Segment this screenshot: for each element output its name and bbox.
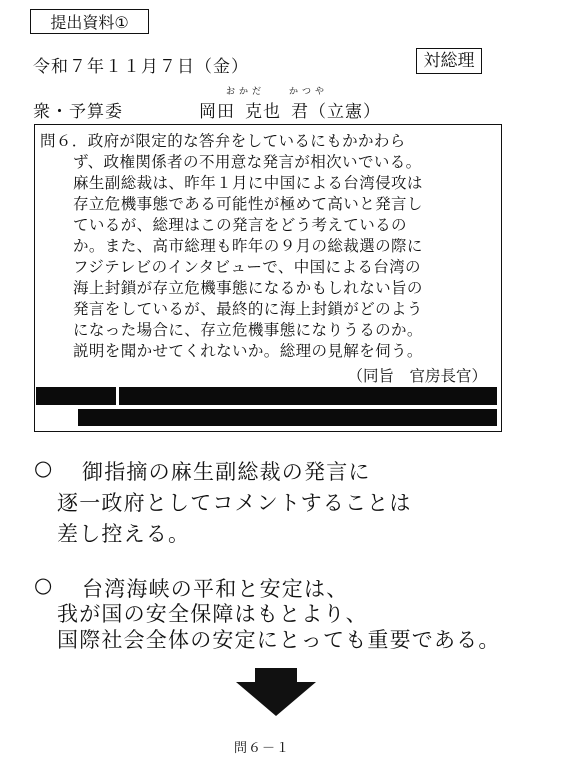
question-line: 説明を聞かせてくれないか。総理の見解を伺う。 [73,342,423,360]
answer-line: 逐一政府としてコメントすることは [57,491,412,515]
ruby-family-name: おかだ [226,87,266,97]
answer-bullet: ○ [34,573,53,597]
committee-name: 衆・予算委 [33,102,123,122]
question-line: ず、政権関係者の不用意な発言が相次いでいる。 [73,153,422,171]
member-family-name: 岡田 [199,102,235,122]
member-given-name: 克也 [245,102,281,122]
addressee-box: 対総理 [416,48,482,74]
question-signoff: （同旨 官房長官） [347,367,487,385]
question-line: 存立危機事態である可能性が極めて高いと発言し [73,195,423,213]
redaction-bar [78,409,497,426]
member-name [199,97,391,122]
answer-line: 台湾海峡の平和と安定は、 [82,577,349,601]
down-arrow-icon [236,668,316,716]
page-number: 問６－１ [234,741,291,756]
member-suffix: 君（立憲） [291,102,381,122]
redaction-bar [36,387,116,405]
question-line: フジテレビのインタビューで、中国による台湾の [73,258,421,276]
answer-bullet: ○ [34,456,53,480]
question-line: になった場合に、存立危機事態になりうるのか。 [73,321,423,339]
redaction-bar [119,387,497,405]
answer-line: 国際社会全体の安定にとっても重要である。 [57,628,501,652]
question-line: か。また、高市総理も昨年の９月の総裁選の際に [73,237,423,255]
question-line: 発言をしているが、最終的に海上封鎖がどのよう [73,300,423,318]
ruby-given-name: かつや [289,87,329,97]
answer-line: 我が国の安全保障はもとより、 [57,602,368,626]
question-line: 海上封鎖が存立危機事態になるかもしれない旨の [73,279,423,297]
date: 令和７年１１月７日（金） [33,57,249,77]
question-line: ているが、総理はこの発言をどう考えているの [73,216,407,234]
answer-line: 御指摘の麻生副総裁の発言に [82,460,371,484]
question-line: 問６．政府が限定的な答弁をしているにもかかわら [40,132,406,150]
question-line: 麻生副総裁は、昨年１月に中国による台湾侵攻は [73,174,423,192]
answer-line: 差し控える。 [57,522,191,546]
document-label: 提出資料① [30,9,149,34]
